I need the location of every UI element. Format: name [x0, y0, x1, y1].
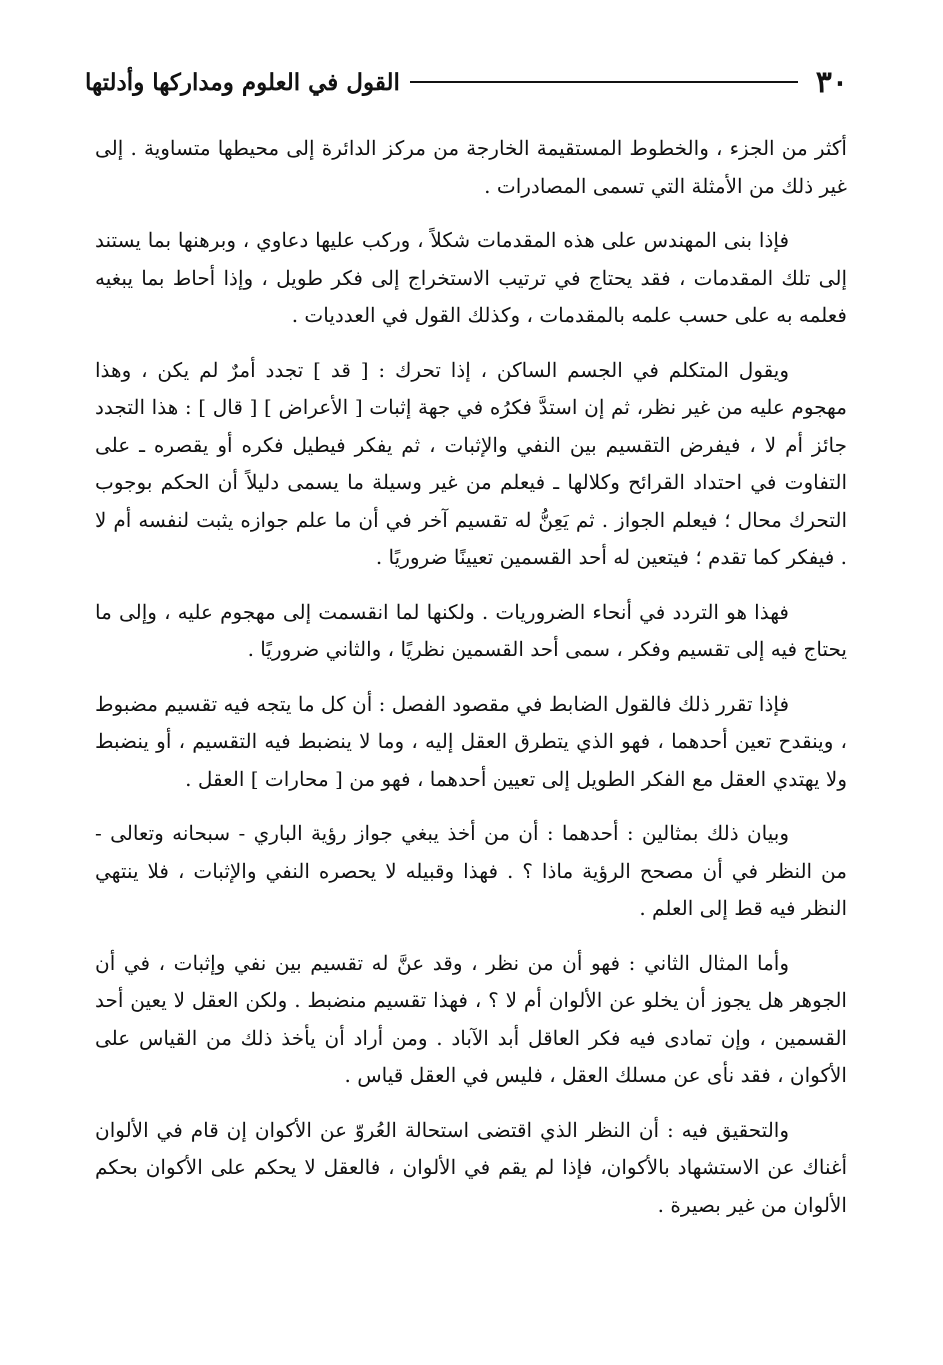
- page-header: [85, 58, 848, 106]
- paragraph-2: فإذا بنى المهندس على هذه المقدمات شكلاً ، وركب عليها دعاوي ، وبرهنها بما يستند إلى تلك المقدمات ، فقد يحتاج في ترتيب الاستخراج إلى فكر طويل ، وإذا أحاط بما يبغيه فعلمه به على حسب علمه بالمقدمات ، وكذلك القول في العدديات .: [95, 228, 847, 327]
- paragraph-7: وأما المثال الثاني : فهو أن من نظر ، وقد عنَّ له تقسيم بين نفي وإثبات ، في أن الجوهر هل يجوز أن يخلو عن الألوان أم لا ؟ ، فهذا تقسيم منضبط . ولكن العقل لا يعين أحد القسمين ، وإن تمادى فيه فكر العاقل أبد الآباد . ومن أراد أن يأخذ ذلك من القياس على الأكوان ، فقد نأى عن مسلك العقل ، فليس في العقل قياس .: [95, 950, 847, 1087]
- paragraph-1: أكثر من الجزء ، والخطوط المستقيمة الخارجة من مركز الدائرة إلى محيطها متساوية . إلى غير ذلك من الأمثلة التي تسمى المصادرات .: [95, 136, 847, 198]
- paragraph-5: فإذا تقرر ذلك فالقول الضابط في مقصود الفصل : أن كل ما يتجه فيه تقسيم مضبوط ، وينقدح تعين أحدهما ، فهو الذي يتطرق العقل إليه ، وما لا ينضبط فيه التقسيم ، أو ينضبط ولا يهتدي العقل مع الفكر الطويل إلى تعيين أحدهما ، فهو من [ محارات ] العقل .: [95, 691, 847, 791]
- page-number: ٣٠: [815, 64, 848, 100]
- paragraph-3: ويقول المتكلم في الجسم الساكن ، إذا تحرك : [ قد ] تجدد أمرٌ لم يكن ، وهذا مهجوم عليه من غير نظر، ثم إن استدَّ فكرُه في جهة إثبات [ الأعراض ] [ قال ] : هذا التجدد جائز أم لا ، فيفرض التقسيم بين النفي والإثبات ، ثم يفكر فيطيل فكره أو يقصره ـ على التفاوت في احتداد القرائح وكلالها ـ فيعلم من غير وسيلة ما يسمى دليلاً أن الحكم بوجوب التحرك محال ؛ فيعلم الجواز . ثم يَعِنُّ له تقسيم آخر في أن ما علم جوازه يثبت لنفسه أم لا . فيفكر كما تقدم ؛ فيتعين له أحد القسمين تعيينًا ضروريًا .: [95, 357, 847, 569]
- paragraph-6: وبيان ذلك بمثالين : أحدهما : أن من أخذ يبغي جواز رؤية الباري - سبحانه وتعالى - من النظر في أن مصحح الرؤية ماذا ؟ . فهذا وقبيله لا يحصره النفي والإثبات ، فلا ينتهي النظر فيه قط إلى العلم .: [95, 821, 847, 920]
- header-rule: [410, 81, 798, 83]
- paragraph-8: والتحقيق فيه : أن النظر الذي اقتضى استحالة العُروّ عن الأكوان إن قام في الألوان أغناك عن الاستشهاد بالأكوان، فإذا لم يقم في الألوان ، فالعقل لا يحكم على الأكوان بحكم الألوان من غير بصيرة .: [95, 1117, 847, 1217]
- body-text: [95, 130, 847, 1241]
- running-title: القول في العلوم ومداركها وأدلتها: [85, 68, 400, 96]
- paragraph-4: فهذا هو التردد في أنحاء الضروريات . ولكنها لما انقسمت إلى مهجوم عليه ، وإلى ما يحتاج فيه إلى تقسيم وفكر ، سمى أحد القسمين نظريًا ، والثاني ضروريًا .: [95, 599, 847, 661]
